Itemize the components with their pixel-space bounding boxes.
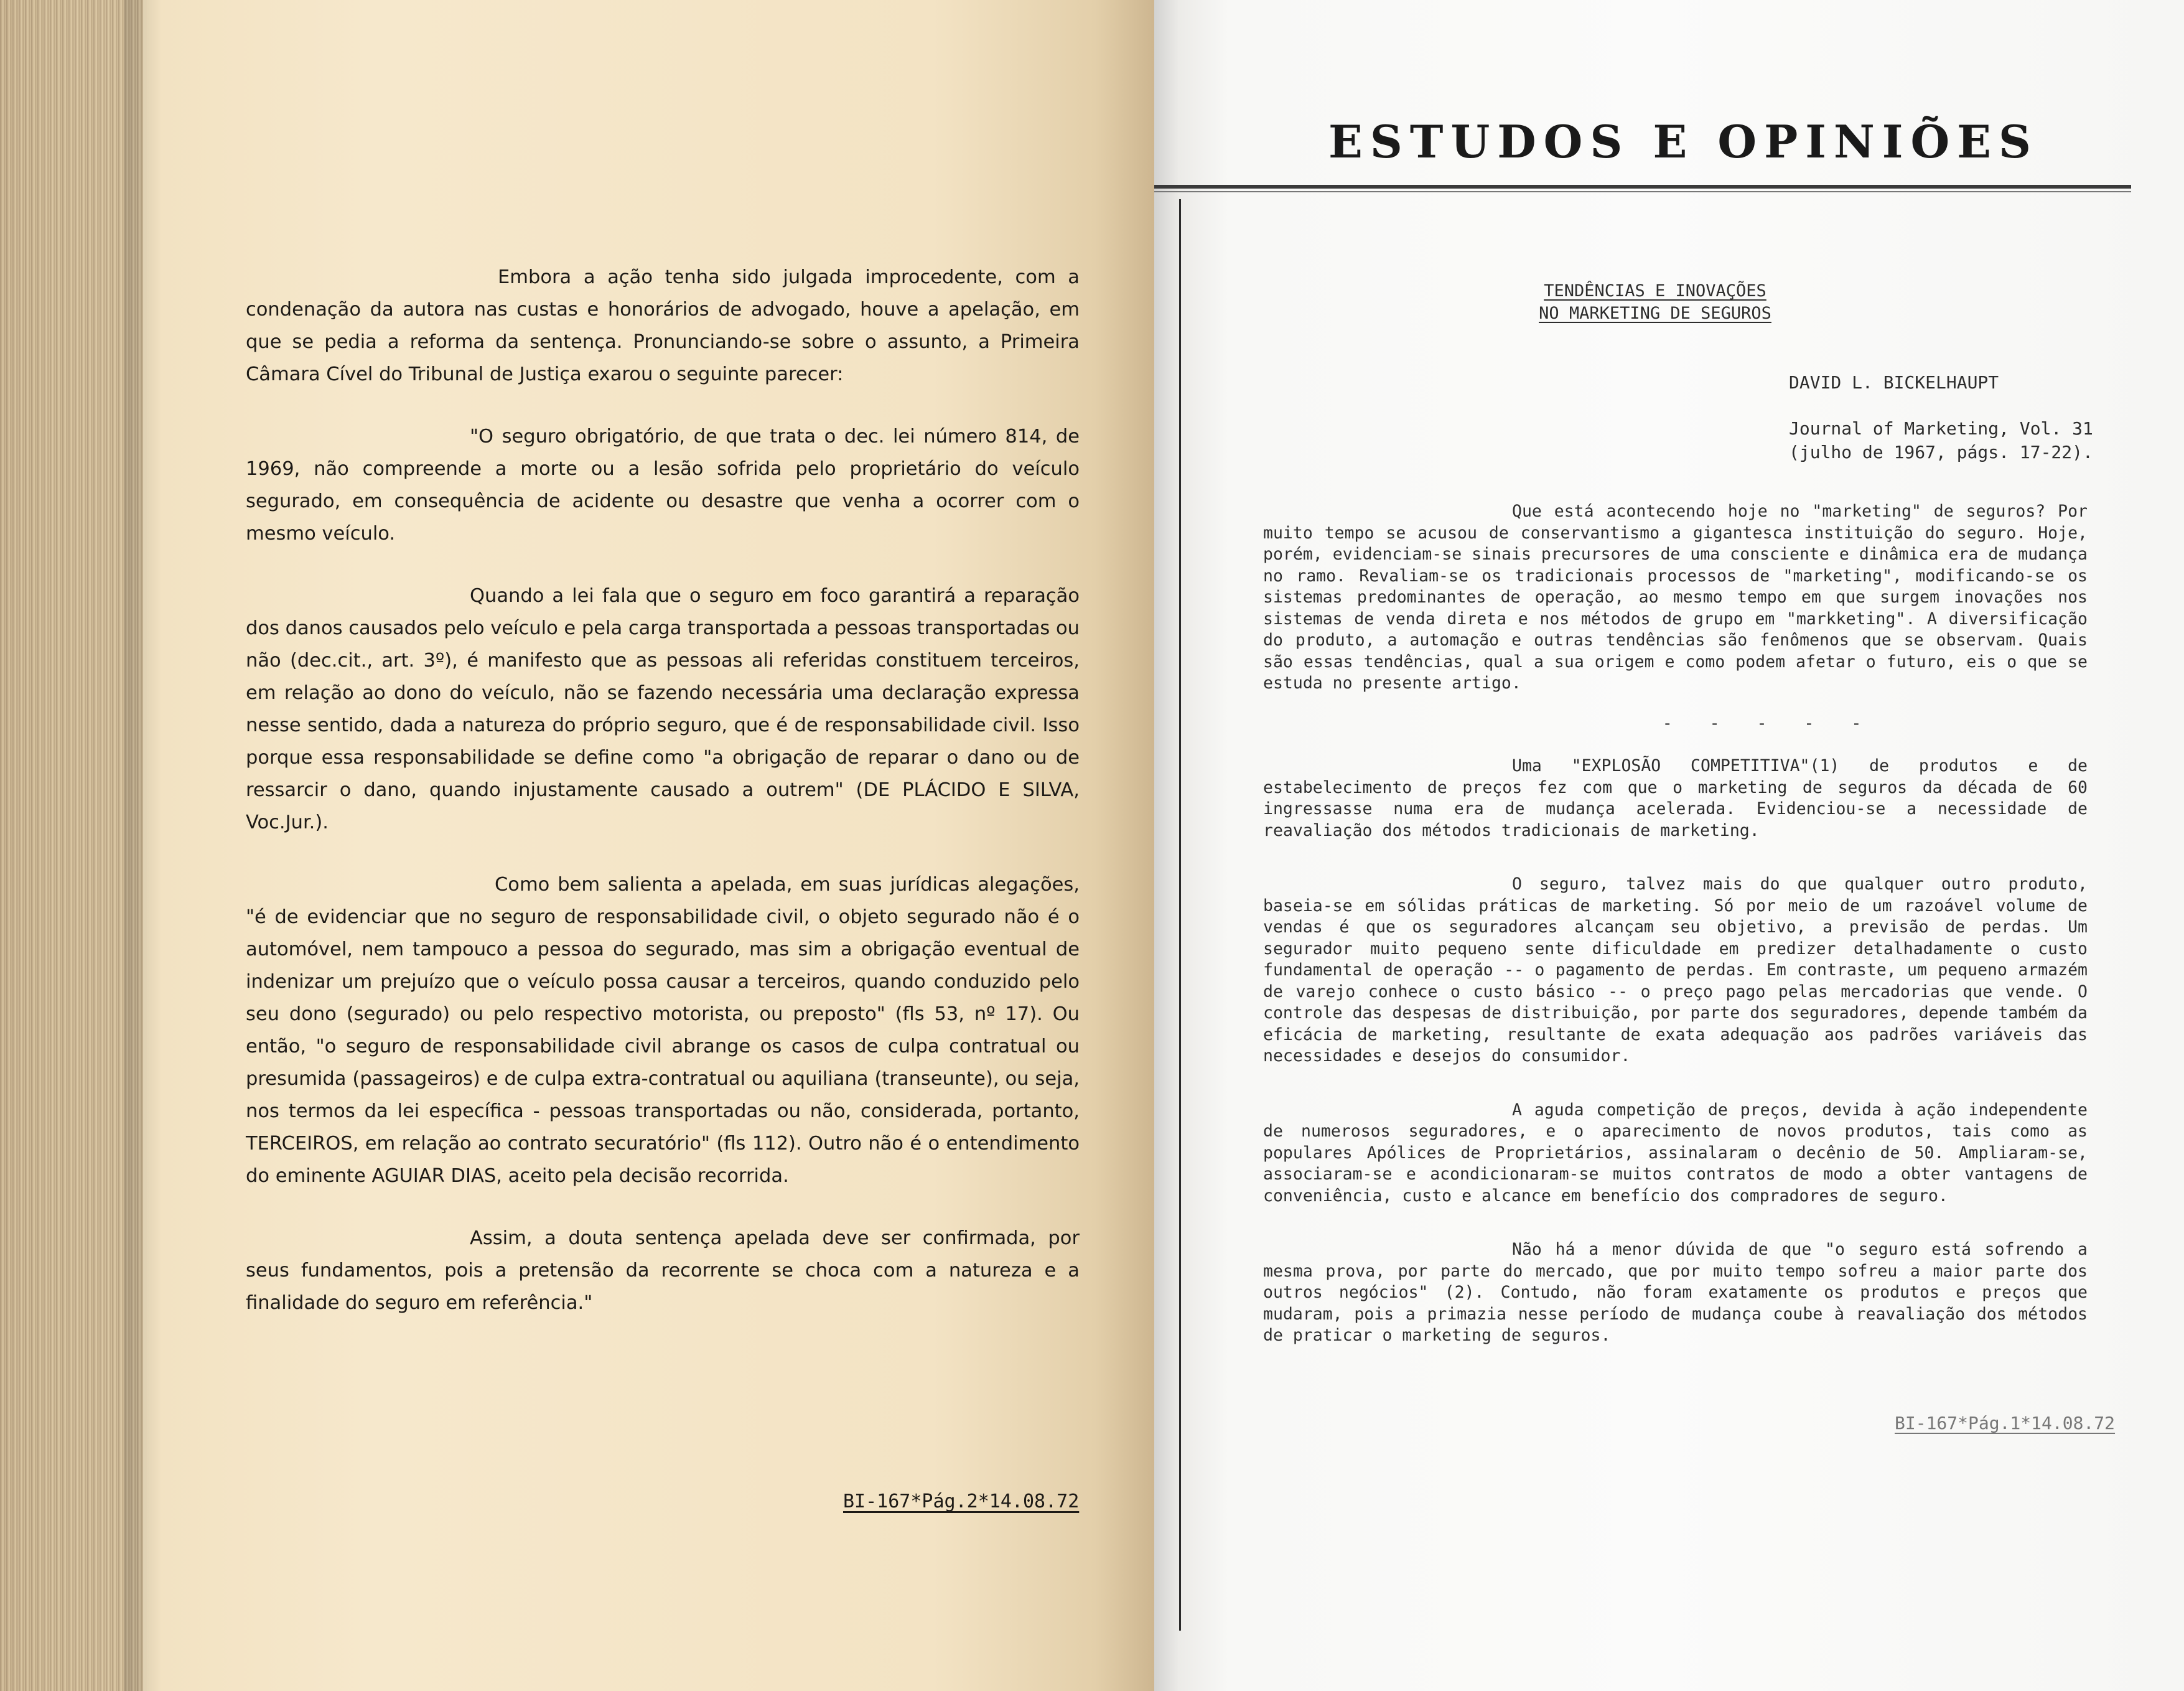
left-paragraph-2: "O seguro obrigatório, de que trata o dec. lei número 814, de 1969, não compreende a morte ou a lesão sofrida pelo proprietário do veículo segurado, em consequência de acidente ou desastre que venha a ocorrer com o mesmo veículo. bbox=[246, 426, 1080, 545]
journal-reference bbox=[1789, 417, 2112, 464]
article-author: DAVID L. BICKELHAUPT bbox=[1789, 372, 1999, 393]
article-paragraph-3: A aguda competição de preços, devida à ação independente de numerosos seguradores, e o aparecimento de novos produtos, tais como as populares Apólices de Proprietários, assinalaram o decênio de 50. Ampliaram-se, associaram-se e acondicionaram-se muitos contratos de modo a obter vantagens de conveniência, custo e alcance em benefício dos compradores de seguro. bbox=[1263, 1100, 2088, 1206]
page-edge-stack bbox=[0, 0, 143, 1691]
article-title-line-1: TENDÊNCIAS E INOVAÇÕES bbox=[1544, 281, 1766, 301]
right-page bbox=[1154, 0, 2184, 1691]
article-paragraph-4: Não há a menor dúvida de que "o seguro está sofrendo a mesma prova, por parte do mercado, que por muito tempo sofreu a maior parte dos outros negócios" (2). Contudo, não foram exatamente os produtos e preços que mudaram, pois a primazia nesse período de mudança coube à reavaliação dos métodos de praticar o marketing de seguros. bbox=[1263, 1240, 2088, 1345]
right-page-footer: BI-167*Pág.1*14.08.72 bbox=[1895, 1413, 2116, 1433]
margin-rule bbox=[1179, 199, 1181, 1631]
left-paragraph-4: Como bem salienta a apelada, em suas jurídicas alegações, "é de evidenciar que no seguro de responsabilidade civil, o objeto segurado não é o automóvel, nem tampouco a pessoa do segurado, mas sim a obrigação eventual de indenizar um prejuízo que o veículo possa causar a terceiros, quando conduzido pelo seu dono (segurado) ou pelo respectivo motorista, ou preposto" (fls 53, nº 17). Ou então, "o seguro de responsabilidade civil abrange os casos de culpa contratual ou presumida (passageiros) e de culpa extra-contratual ou aquiliana (transeunte), ou seja, nos termos da lei específica - pessoas transportadas ou não, considerada, portanto, TERCEIROS, em relação ao contrato securatório" (fls 112). Outro não é o entendimento do eminente AGUIAR DIAS, aceito pela decisão recorrida. bbox=[246, 874, 1080, 1187]
left-page-footer: BI-167*Pág.2*14.08.72 bbox=[843, 1491, 1080, 1512]
right-page-body bbox=[1263, 501, 2088, 1379]
section-title: ESTUDOS E OPINIÕES bbox=[1328, 115, 2039, 168]
article-paragraph-2: O seguro, talvez mais do que qualquer outro produto, baseia-se em sólidas práticas de marketing. Só por meio de um razoável volume de vendas é que os seguradores alcançam seu objetivo, a previsão de perdas. Um segurador muito pequeno sente dificuldade em predizer detalhadamente o custo fundamental de operação -- o pagamento de perdas. Em contraste, um pequeno armazém de varejo conhece o custo básico -- o preço pago pelas mercadorias que vende. O controle das despesas de distribuição, por parte dos seguradores, depende também da eficácia de marketing, resultante de exata adequação aos padrões variáveis das necessidades e desejos do consumidor. bbox=[1263, 874, 2088, 1066]
left-page-body bbox=[246, 261, 1080, 1349]
header-rule-thin bbox=[1154, 191, 2131, 192]
section-separator: - - - - - bbox=[1662, 713, 1875, 733]
left-paragraph-3: Quando a lei fala que o seguro em foco garantirá a reparação dos danos causados pelo veículo e pela carga transportada a pessoas transportadas ou não (dec.cit., art. 3º), é manifesto que as pessoas ali referidas constituem terceiros, em relação ao dono do veículo, não se fazendo necessária uma declaração expressa nesse sentido, dada a natureza do próprio seguro, que é de responsabilidade civil. Isso porque essa responsabilidade se define como "a obrigação de reparar o dano ou de ressarcir o dano, quando injustamente causado a outrem" (DE PLÁCIDO E SILVA, Voc.Jur.). bbox=[246, 585, 1080, 833]
journal-line-1: Journal of Marketing, Vol. 31 bbox=[1789, 418, 2093, 439]
header-rule bbox=[1154, 185, 2131, 189]
article-title-line-2: NO MARKETING DE SEGUROS bbox=[1539, 304, 1771, 323]
article-paragraph-1: Uma "EXPLOSÃO COMPETITIVA"(1) de produtos e de estabelecimento de preços fez com que o marketing de seguros da década de 60 ingressasse numa era de mudança acelerada. Evidenciou-se a necessidade de reavaliação dos métodos tradicionais de marketing. bbox=[1263, 756, 2088, 840]
left-paragraph-1: Embora a ação tenha sido julgada improcedente, com a condenação da autora nas custas e honorários de advogado, houve a apelação, em que se pedia a reforma da sentença. Pronunciando-se sobre o assunto, a Primeira Câmara Cível do Tribunal de Justiça exarou o seguinte parecer: bbox=[246, 266, 1080, 385]
article-intro: Que está acontecendo hoje no "marketing" de seguros? Por muito tempo se acusou de conservantismo a gigantesca instituição do seguro. Hoje, porém, evidenciam-se sinais precursores de uma consciente e dinâmica era de mudança no ramo. Revaliam-se os tradicionais processos de "marketing", modificando-se os sistemas predominantes de operação, ao mesmo tempo em que surgem inovações nos sistemas de venda direta e nos métodos de grupo em "markketing". A diversificação do produto, a automação e outras tendências são fenômenos que se observam. Quais são essas tendências, qual a sua origem e como podem afetar o futuro, eis o que se estuda no presente artigo. bbox=[1263, 502, 2088, 693]
left-paragraph-5: Assim, a douta sentença apelada deve ser confirmada, por seus fundamentos, pois a pretensão da recorrente se choca com a natureza e a finalidade do seguro em referência." bbox=[246, 1227, 1080, 1314]
journal-line-2: (julho de 1967, págs. 17-22). bbox=[1789, 442, 2093, 462]
article-title bbox=[1500, 280, 1811, 325]
